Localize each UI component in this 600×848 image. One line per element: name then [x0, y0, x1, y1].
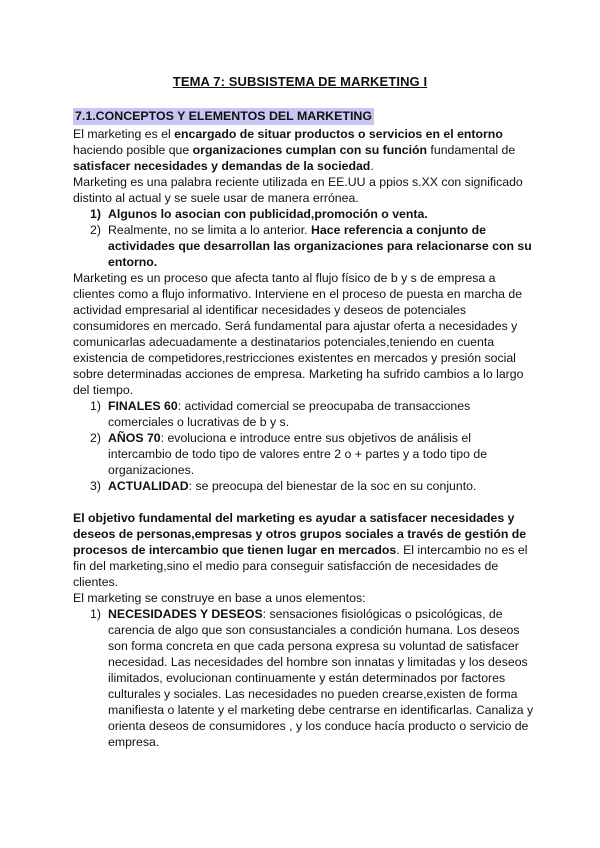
list-item-line: son forma concreta en que cada persona expresa su voluntad de satisfacer [108, 639, 519, 653]
paragraph-line: Marketing es un proceso que afecta tanto al flujo físico de b y s de empresa a [73, 271, 496, 285]
page-title: TEMA 7: SUBSISTEMA DE MARKETING I [172, 74, 428, 89]
list-item-line: manifiesta o latente y el marketing debe centrarse en identificarlas. Canaliza y [108, 703, 534, 717]
list-item-line: carencia de algo que son consustanciales a condición humana. Los deseos [108, 623, 520, 637]
list-item-line: actividades que desarrollan las organizaciones para relacionarse con su [108, 239, 532, 253]
list-item: Algunos lo asocian con publicidad,promoción o venta. [108, 207, 428, 221]
list-item-line: entorno. [108, 255, 158, 269]
list-item-line: culturales y sociales. Las necesidades no pueden crearse,existen de forma [108, 687, 518, 701]
paragraph-line: comunicarlas adecuadamente a destinatarios potenciales,teniendo en cuenta [73, 335, 495, 349]
paragraph-line: existencia de competidores,restricciones existentes en mercados y presión social [73, 351, 516, 365]
list-item-line: ilimitados, evolucionan continuamente y están determinados por factores [108, 671, 506, 685]
paragraph-line: sobre determinadas acciones de empresa. Marketing ha sufrido cambios a lo largo [73, 367, 524, 381]
paragraph-line: procesos de intercambio que tienen lugar en mercados. El intercambio no es el [73, 543, 528, 557]
list-number: 2) [90, 431, 101, 445]
list-item: ACTUALIDAD: se preocupa del bienestar de la soc en su conjunto. [108, 479, 477, 493]
list-item: AÑOS 70: evoluciona e introduce entre sus objetivos de análisis el [108, 431, 471, 445]
paragraph-line: haciendo posible que organizaciones cumplan con su función fundamental de [73, 143, 516, 157]
list-item-line: comerciales o lucrativas de b y s. [108, 415, 290, 429]
list-number: 1) [90, 607, 101, 621]
list-number: 1) [90, 399, 101, 413]
paragraph-line: El marketing es el encargado de situar productos o servicios en el entorno [73, 127, 503, 141]
list-number: 2) [90, 223, 101, 237]
list-number: 1) [90, 207, 101, 221]
list-item-line: empresa. [108, 735, 160, 749]
paragraph-line: del tiempo. [73, 383, 134, 397]
list-item: FINALES 60: actividad comercial se preocupaba de transacciones [108, 399, 471, 413]
section-heading: 7.1.CONCEPTOS Y ELEMENTOS DEL MARKETING [75, 109, 372, 123]
list-item-line: orienta deseos de consumidores , y los conduce hacía producto o servicio de [108, 719, 529, 733]
paragraph-line: deseos de personas,empresas y otros grupos sociales a través de gestión de [73, 527, 527, 541]
paragraph-line: satisfacer necesidades y demandas de la sociedad. [73, 159, 374, 173]
paragraph-line: El objetivo fundamental del marketing es ayudar a satisfacer necesidades y [73, 511, 515, 525]
paragraph-line: distinto al actual y se suele usar de manera errónea. [73, 191, 359, 205]
paragraph-line: Marketing es una palabra reciente utilizada en EE.UU a ppios s.XX con significado [73, 175, 523, 189]
paragraph-line: clientes. [73, 575, 119, 589]
list-number: 3) [90, 479, 101, 493]
paragraph-line: actividad empresarial al identificar necesidades y deseos de potenciales [73, 303, 467, 317]
paragraph-line: consumidores en mercado. Será fundamental para ajustar oferta a necesidades y [73, 319, 518, 333]
paragraph-line: El marketing se construye en base a unos elementos: [73, 591, 366, 605]
list-item: Realmente, no se limita a lo anterior. Hace referencia a conjunto de [108, 223, 486, 237]
list-item: NECESIDADES Y DESEOS: sensaciones fisiológicas o psicológicas, de [108, 607, 503, 621]
paragraph-line: fin del marketing,sino el medio para conseguir satisfacción de necesidades de [73, 559, 499, 573]
list-item-line: intercambio de todo tipo de valores entre 2 o + partes y a todo tipo de [108, 447, 488, 461]
paragraph-line: clientes como a flujo informativo. Interviene en el proceso de puesta en marcha de [73, 287, 523, 301]
list-item-line: necesidad. Las necesidades del hombre son innatas y limitadas y los deseos [108, 655, 528, 669]
list-item-line: organizaciones. [108, 463, 195, 477]
